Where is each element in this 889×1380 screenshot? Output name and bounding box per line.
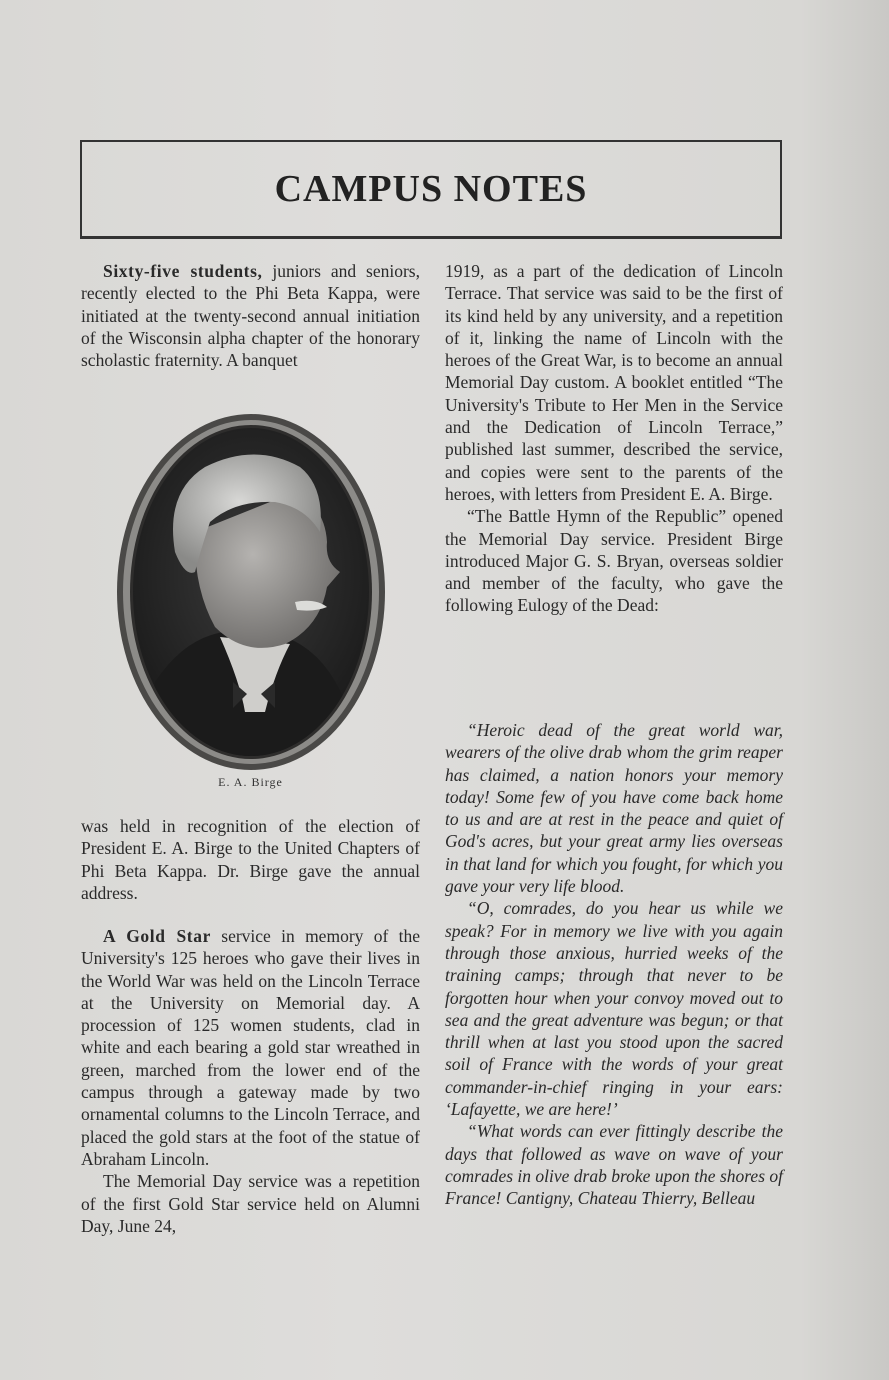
paragraph-memorial-day: The Memorial Day service was a repetition of the first Gold Star service held on Alumni Day, June 24,	[81, 1171, 420, 1236]
lead-in-gold-star: A Gold Star	[103, 926, 211, 946]
paragraph-battle-hymn: “The Battle Hymn of the Republic” opened the Memorial Day service. President Birge introduced Major G. S. Bryan, overseas soldier and member of the faculty, who gave the following Eulogy of the Dead:	[445, 506, 783, 616]
eulogy-paragraph-3: “What words can ever fittingly describe the days that followed as wave on wave of your comrades in olive drab broke upon the shores of France! Cantigny, Chateau Thierry, Belleau	[445, 1121, 783, 1209]
paragraph-lincoln-terrace: 1919, as a part of the dedication of Lincoln Terrace. That service was said to be the first of its kind held by any university, and a repetition of it, linking the name of Lincoln with the heroes of the Great War, is to become an annual Memorial Day custom. A booklet entitled “The University's Tribute to Her Men in the Service and the Dedication of Lincoln Terrace,” published last summer, described the service, and copies were sent to the parents of the heroes, with letters from President E. A. Birge.	[445, 261, 783, 504]
paragraph-body: service in memory of the University's 125 heroes who gave their lives in the World War was held on the Lincoln Terrace at the University on Memorial day. A procession of 125 women students, clad in white and each bearing a gold star wreathed in green, marched from the lower end of the campus through a gateway made by two ornamental columns to the Lincoln Terrace, and placed the gold stars at the foot of the statue of Abraham Lincoln.	[81, 926, 420, 1169]
page-title: CAMPUS NOTES	[274, 168, 588, 210]
eulogy-paragraph-1: “Heroic dead of the great world war, wearers of the olive drab whom the grim reaper has claimed, a nation honors your memory today! Some few of you have come back home to us and are at rest in the peace and quiet of God's acres, but your great army lies overseas in that land for which you fought, for which you gave your very life blood.	[445, 720, 783, 897]
right-column-eulogy	[445, 719, 783, 1210]
eulogy-paragraph-2: “O, comrades, do you hear us while we speak? For in memory we live with you again through those anxious, hurried weeks of the training camps; through that never to be forgotten hour when your convoy moved out to sea and the great adventure was begun; or that thrill when at last you stood upon the sacred soil of France with the words of your great commander-in-chief ringing in your ears: ‘Lafayette, we are here!’	[445, 898, 783, 1120]
paragraph-banquet-continued: was held in recognition of the election of President E. A. Birge to the United Chapters of Phi Beta Kappa. Dr. Birge gave the annual address.	[81, 816, 420, 903]
left-column-middle	[81, 815, 420, 904]
paragraph-phi-beta-kappa	[81, 260, 420, 371]
lead-in-sixty-five: Sixty-five students,	[103, 261, 263, 281]
left-column-bottom	[81, 925, 420, 1237]
title-box	[80, 140, 782, 239]
paragraph-gold-star	[81, 925, 420, 1170]
left-column-top	[81, 260, 420, 371]
portrait-caption: E. A. Birge	[218, 775, 283, 789]
portrait-image	[115, 412, 387, 772]
right-column-top	[445, 260, 783, 617]
paragraph-body: juniors and seniors, recently elected to the Phi Beta Kappa, were initiated at the twenty-second annual initiation of the Wisconsin alpha chapter of the honorary scholastic fraternity. A banquet	[81, 261, 420, 371]
